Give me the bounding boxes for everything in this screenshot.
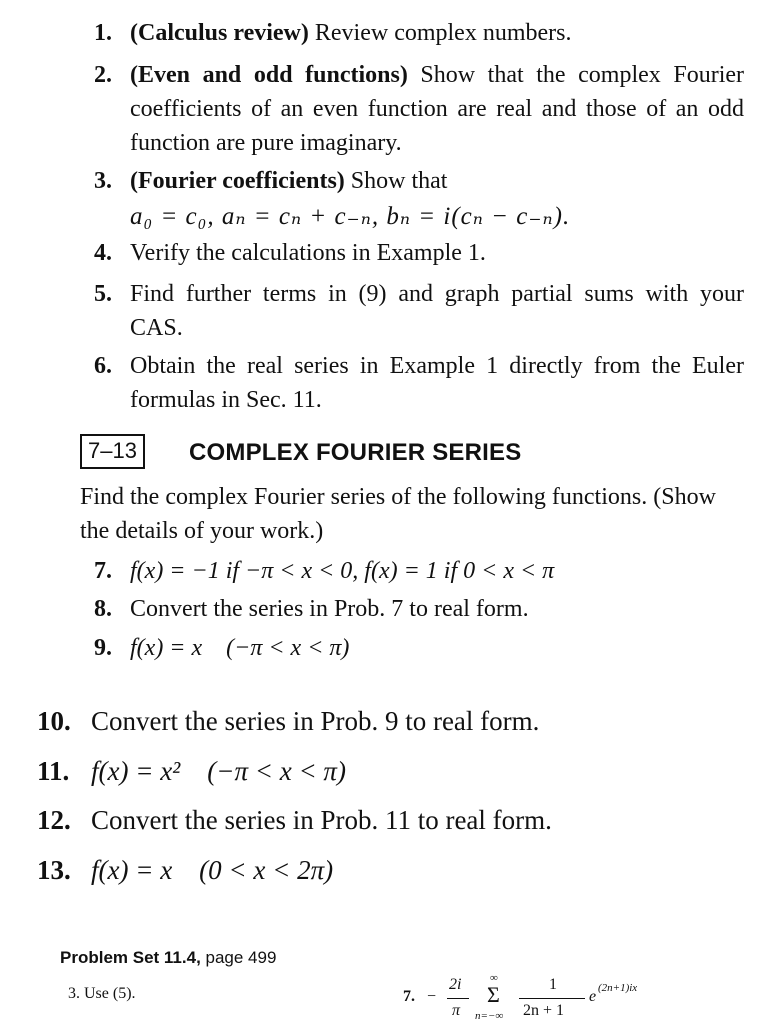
problem-number: 7.: [94, 558, 112, 584]
problem-text: f(x) = −1 if −π < x < 0, f(x) = 1 if 0 < x < π: [130, 558, 555, 584]
problem-number: 6.: [94, 353, 112, 379]
answer-7-exponent: (2n+1)ix: [598, 982, 638, 994]
problem-text: Obtain the real series in Example 1 directly from the Euler formulas in Sec. 11.: [130, 353, 744, 413]
answer-7-fraction-bar: [519, 998, 585, 999]
problem-12: [37, 803, 552, 839]
problem-6: [94, 349, 744, 417]
problem-number: 1.: [94, 20, 112, 46]
problem-3: [94, 166, 447, 198]
section-title: COMPLEX FOURIER SERIES: [189, 439, 522, 466]
answers-heading-label: Problem Set 11.4,: [60, 948, 201, 967]
problem-number: 5.: [94, 281, 112, 307]
answer-7: [403, 968, 703, 1024]
problem-number: 12.: [37, 805, 71, 835]
problem-text: f(x) = x (−π < x < π): [130, 635, 350, 661]
problem-text: Find further terms in (9) and graph partial sums with your CAS.: [130, 281, 744, 341]
answer-7-fraction-denominator: 2n + 1: [523, 1002, 565, 1019]
section-range-box: 7–13: [80, 434, 145, 469]
problem-text: f(x) = x² (−π < x < π): [91, 756, 346, 786]
answers-heading-page: page 499: [200, 948, 277, 967]
problem-text: Verify the calculations in Example 1.: [130, 240, 486, 266]
answer-7-sum-lower: n=−∞: [475, 1010, 504, 1022]
answer-7-exponential-base: e: [589, 988, 597, 1005]
problem-text: Convert the series in Prob. 7 to real form.: [130, 596, 529, 622]
answer-7-fraction-numerator: 1: [549, 976, 557, 993]
problem-heading: (Even and odd functions): [130, 62, 408, 88]
answers-heading: [60, 948, 276, 968]
problem-text: Convert the series in Prob. 11 to real form.: [91, 805, 552, 835]
problem-1: [94, 18, 571, 50]
problem-8: [94, 594, 529, 626]
problem-9: [94, 633, 349, 665]
problem-7: [94, 556, 554, 588]
answer-7-coef-numerator: 2i: [449, 976, 462, 993]
answer-7-coef-denominator: π: [452, 1002, 461, 1019]
problem-number: 8.: [94, 596, 112, 622]
problem-text: f(x) = x (0 < x < 2π): [91, 855, 334, 885]
problem-text: Review complex numbers.: [314, 20, 572, 46]
answer-7-minus: −: [427, 988, 437, 1005]
problem-heading: (Calculus review): [130, 20, 309, 46]
problem-11: [37, 754, 346, 790]
problem-10: [37, 704, 539, 740]
answer-7-coef-fraction-bar: [447, 998, 469, 999]
problem-number: 11.: [37, 756, 70, 786]
problem-number: 9.: [94, 635, 112, 661]
problem-number: 2.: [94, 62, 112, 88]
problem-13: [37, 853, 333, 889]
problem-text: Show that the complex Fourier coefficients of an even function are real and those of an odd function are pure imaginary.: [130, 62, 745, 156]
problem-number: 3.: [94, 168, 112, 194]
problem-number: 4.: [94, 240, 112, 266]
problem-4: [94, 238, 486, 270]
answer-3: 3. Use (5).: [68, 985, 136, 1002]
answer-7-sum-symbol: Σ: [487, 982, 500, 1007]
problem-text: Convert the series in Prob. 9 to real form.: [91, 706, 540, 736]
answer-7-sum-upper: ∞: [490, 972, 498, 984]
problem-number: 13.: [37, 855, 71, 885]
fourier-coefficient-formula: a₀ = c₀, aₙ = cₙ + c₋ₙ, bₙ = i(cₙ − c₋ₙ).: [130, 203, 571, 230]
section-instructions: Find the complex Fourier series of the following functions. (Show the details of your work.): [80, 484, 716, 544]
problem-number: 10.: [37, 706, 71, 736]
problem-heading: (Fourier coefficients): [130, 168, 345, 194]
problem-text: Show that: [350, 168, 448, 194]
problem-5: [94, 277, 744, 345]
answer-7-number: 7.: [403, 988, 415, 1005]
problem-2: [94, 58, 744, 160]
